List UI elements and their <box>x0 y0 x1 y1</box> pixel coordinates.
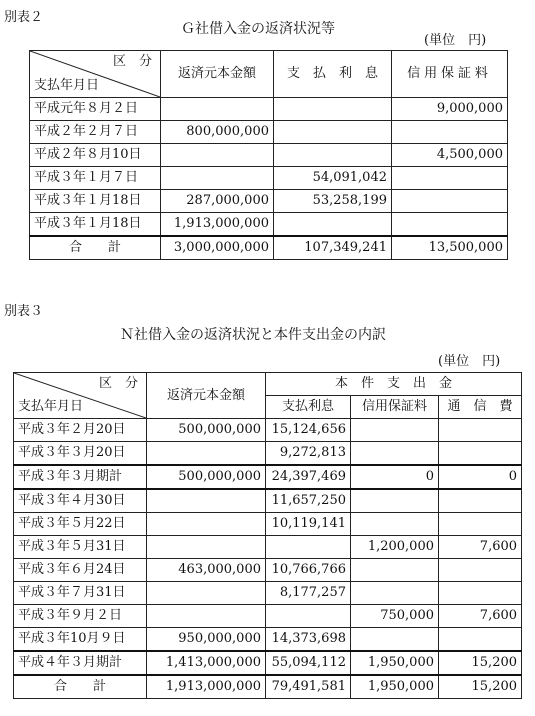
amount-cell <box>351 582 439 605</box>
date-cell: 平成元年８月２日 <box>30 98 161 121</box>
date-cell: 平成３年１月18日 <box>30 213 161 237</box>
table2-header-principal: 返済元本金額 <box>161 51 274 98</box>
table3-title: Ｎ社借入金の返済状況と本件支出金の内訳 <box>120 327 386 343</box>
table-row <box>14 651 522 675</box>
total-cell: 1,950,000 <box>351 675 439 699</box>
table3 <box>13 372 522 699</box>
amount-cell: 287,000,000 <box>161 190 274 213</box>
table-row <box>14 582 522 605</box>
amount-cell: 14,373,698 <box>266 628 351 652</box>
amount-cell: 1,413,000,000 <box>147 651 266 675</box>
amount-cell <box>274 213 392 237</box>
amount-cell: 9,000,000 <box>392 98 508 121</box>
amount-cell <box>161 167 274 190</box>
table-row <box>14 489 522 513</box>
amount-cell <box>392 167 508 190</box>
amount-cell <box>266 536 351 559</box>
table-row <box>30 144 508 167</box>
table-row <box>30 213 508 237</box>
table3-header-principal: 返済元本金額 <box>147 373 266 419</box>
amount-cell <box>351 419 439 442</box>
amount-cell <box>351 489 439 513</box>
amount-cell: 15,200 <box>439 651 522 675</box>
amount-cell <box>147 442 266 466</box>
amount-cell <box>274 144 392 167</box>
total-cell: 79,491,581 <box>266 675 351 699</box>
table2-corner-top: 区 分 <box>112 54 152 69</box>
table2-label: 別表２ <box>4 10 44 25</box>
total-cell: 107,349,241 <box>274 236 392 260</box>
amount-cell: 10,119,141 <box>266 513 351 536</box>
amount-cell <box>439 559 522 582</box>
table-row <box>14 559 522 582</box>
date-cell: 平成３年２月20日 <box>14 419 147 442</box>
amount-cell <box>351 628 439 652</box>
amount-cell <box>439 582 522 605</box>
amount-cell: 54,091,042 <box>274 167 392 190</box>
amount-cell: 0 <box>351 465 439 489</box>
amount-cell: 8,177,257 <box>266 582 351 605</box>
total-label: 合 計 <box>14 675 147 699</box>
amount-cell <box>439 442 522 466</box>
amount-cell: 0 <box>439 465 522 489</box>
table-row <box>30 190 508 213</box>
amount-cell: 1,913,000,000 <box>161 213 274 237</box>
table-row <box>14 465 522 489</box>
amount-cell <box>439 628 522 652</box>
amount-cell <box>439 513 522 536</box>
date-cell: 平成３年６月24日 <box>14 559 147 582</box>
table2-header-guarantee: 信用保証料 <box>392 51 508 98</box>
amount-cell: 800,000,000 <box>161 121 274 144</box>
amount-cell <box>392 190 508 213</box>
amount-cell: 53,258,199 <box>274 190 392 213</box>
date-cell: 平成２年２月７日 <box>30 121 161 144</box>
table2-title: Ｇ社借入金の返済状況等 <box>181 21 335 37</box>
amount-cell: 750,000 <box>351 605 439 628</box>
date-cell: 平成３年１月７日 <box>30 167 161 190</box>
amount-cell: 950,000,000 <box>147 628 266 652</box>
table3-corner-cell <box>14 373 147 419</box>
amount-cell <box>147 489 266 513</box>
table3-unit: (単位 円) <box>438 354 501 369</box>
amount-cell <box>147 582 266 605</box>
amount-cell <box>439 489 522 513</box>
table3-corner-bottom: 支払年月日 <box>18 399 84 414</box>
amount-cell <box>351 559 439 582</box>
date-cell: 平成３年５月22日 <box>14 513 147 536</box>
table-row <box>14 536 522 559</box>
date-cell: 平成３年７月31日 <box>14 582 147 605</box>
amount-cell <box>392 213 508 237</box>
table2-corner-bottom: 支払年月日 <box>34 78 100 93</box>
date-cell: 平成４年３月期計 <box>14 651 147 675</box>
date-cell: 平成３年５月31日 <box>14 536 147 559</box>
total-cell: 13,500,000 <box>392 236 508 260</box>
table2-header-interest: 支 払 利 息 <box>274 51 392 98</box>
amount-cell: 463,000,000 <box>147 559 266 582</box>
total-cell: 15,200 <box>439 675 522 699</box>
total-cell: 1,913,000,000 <box>147 675 266 699</box>
amount-cell <box>274 121 392 144</box>
amount-cell: 55,094,112 <box>266 651 351 675</box>
amount-cell: 10,766,766 <box>266 559 351 582</box>
date-cell: 平成２年８月10日 <box>30 144 161 167</box>
total-cell: 3,000,000,000 <box>161 236 274 260</box>
table-row <box>30 98 508 121</box>
amount-cell: 1,950,000 <box>351 651 439 675</box>
amount-cell <box>392 121 508 144</box>
amount-cell <box>147 513 266 536</box>
date-cell: 平成３年９月２日 <box>14 605 147 628</box>
table-row <box>14 513 522 536</box>
table3-header-group: 本 件 支 出 金 <box>266 373 522 396</box>
amount-cell: 15,124,656 <box>266 419 351 442</box>
table2 <box>29 50 508 260</box>
amount-cell <box>147 536 266 559</box>
total-label: 合 計 <box>30 236 161 260</box>
table3-subheader-comm: 通 信 費 <box>439 396 522 419</box>
date-cell: 平成３年３月期計 <box>14 465 147 489</box>
date-cell: 平成３年３月20日 <box>14 442 147 466</box>
amount-cell <box>351 513 439 536</box>
table-row <box>14 605 522 628</box>
amount-cell <box>351 442 439 466</box>
amount-cell <box>274 98 392 121</box>
table-row <box>14 442 522 466</box>
total-row <box>30 236 508 260</box>
table3-corner-top: 区 分 <box>98 376 138 391</box>
table2-unit: (単位 円) <box>424 33 487 48</box>
table-row <box>30 167 508 190</box>
table-row <box>14 419 522 442</box>
table-row <box>30 121 508 144</box>
amount-cell: 7,600 <box>439 605 522 628</box>
table3-subheader-interest: 支払利息 <box>266 396 351 419</box>
date-cell: 平成３年４月30日 <box>14 489 147 513</box>
table-row <box>14 628 522 652</box>
amount-cell: 7,600 <box>439 536 522 559</box>
amount-cell: 1,200,000 <box>351 536 439 559</box>
table2-header-row <box>30 51 508 98</box>
amount-cell: 24,397,469 <box>266 465 351 489</box>
amount-cell <box>161 144 274 167</box>
amount-cell: 9,272,813 <box>266 442 351 466</box>
amount-cell <box>266 605 351 628</box>
table3-label: 別表３ <box>4 304 44 319</box>
amount-cell: 500,000,000 <box>147 419 266 442</box>
amount-cell: 4,500,000 <box>392 144 508 167</box>
amount-cell <box>439 419 522 442</box>
date-cell: 平成３年10月９日 <box>14 628 147 652</box>
date-cell: 平成３年１月18日 <box>30 190 161 213</box>
total-row <box>14 675 522 699</box>
table2-corner-cell <box>30 51 161 98</box>
amount-cell: 11,657,250 <box>266 489 351 513</box>
amount-cell <box>147 605 266 628</box>
amount-cell: 500,000,000 <box>147 465 266 489</box>
table3-subheader-guarantee: 信用保証料 <box>351 396 439 419</box>
table3-header-row-1 <box>14 373 522 396</box>
amount-cell <box>161 98 274 121</box>
